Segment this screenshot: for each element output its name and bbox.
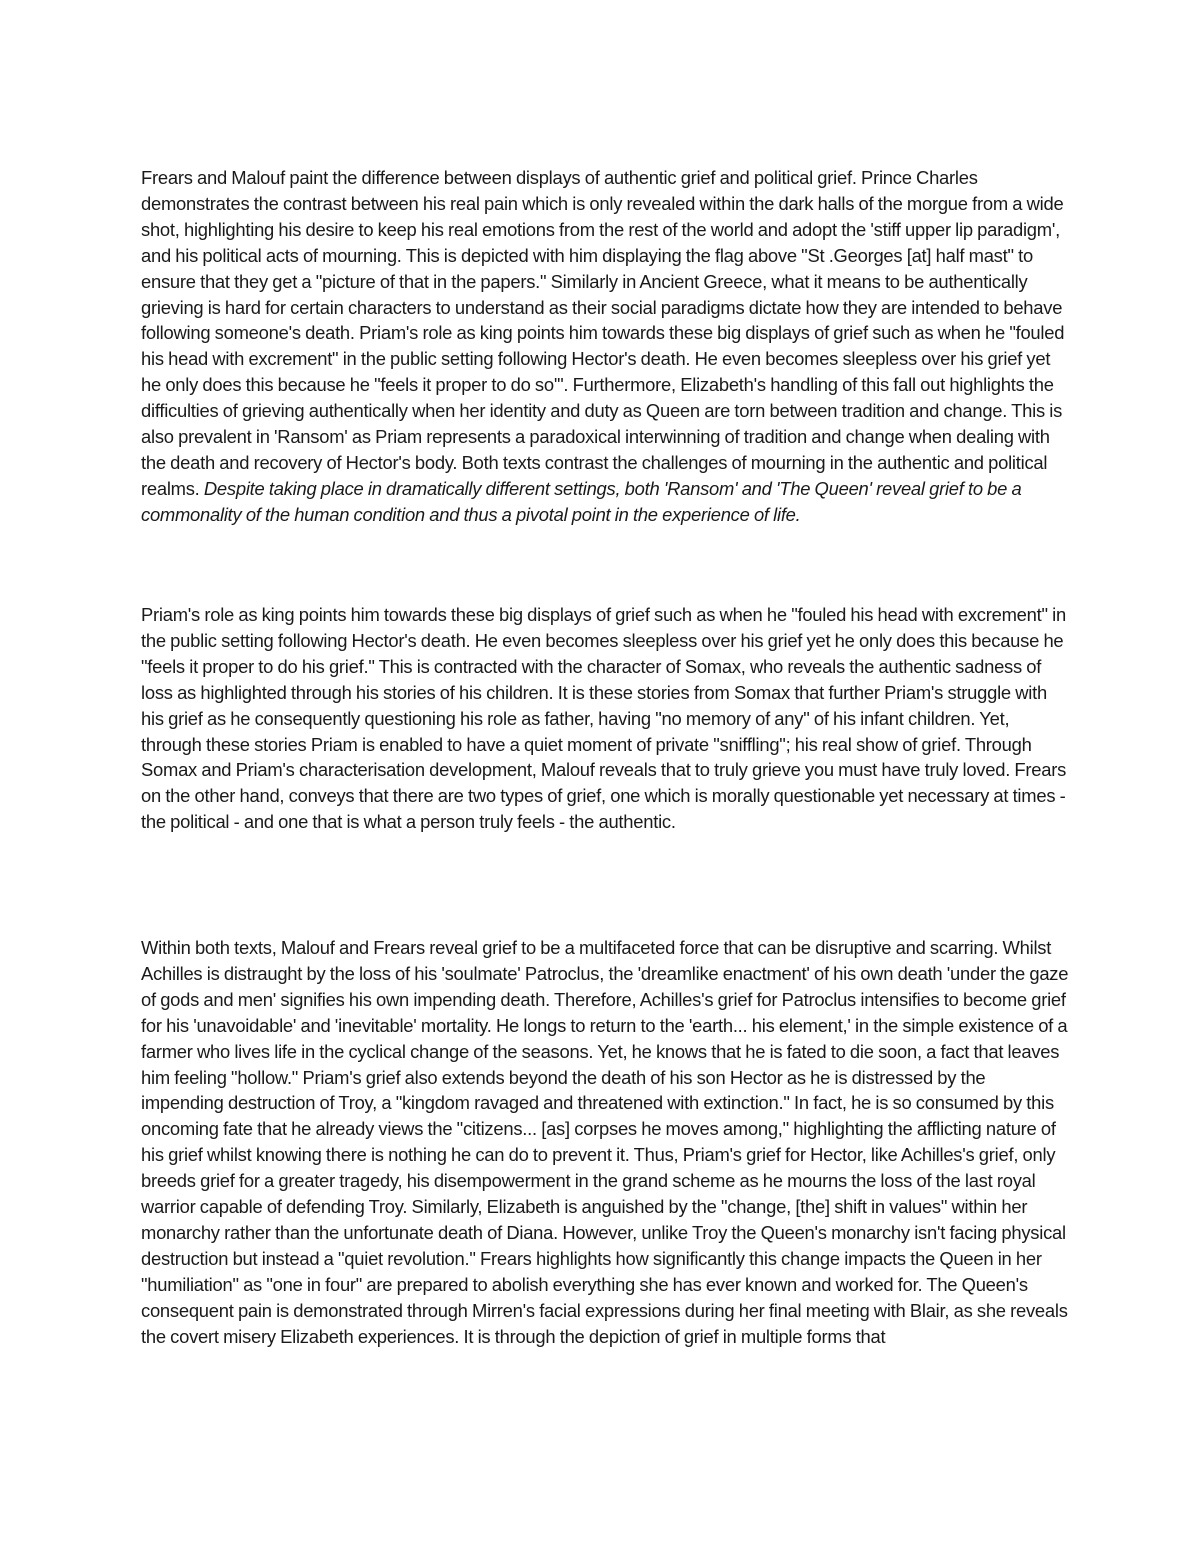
paragraph-multifaceted-grief: Within both texts, Malouf and Frears reveal grief to be a multifaceted force that can be disruptive and scarring. Whilst Achilles is distraught by the loss of his 'soulmate' Patroclus, the 'dreamlike enactment' of his own death 'under the gaze of gods and men' signifies his own impending death. Therefore, Achilles's grief for Patroclus intensifies to become grief for his 'unavoidable' and 'inevitable' mortality. He longs to return to the 'earth... his element,' in the simple existence of a farmer who lives life in the cyclical change of the seasons. Yet, he knows that he is fated to die soon, a fact that leaves him feeling "hollow." Priam's grief also extends beyond the death of his son Hector as he is distressed by the impending destruction of Troy, a "kingdom ravaged and threatened with extinction." In fact, he is so consumed by this oncoming fate that he already views the "citizens... [as] corpses he moves among," highlighting the afflicting nature of his grief whilst knowing there is nothing he can do to prevent it. Thus, Priam's grief for Hector, like Achilles's grief, only breeds grief for a greater tragedy, his disempowerment in the grand scheme as he mourns the loss of the last royal warrior capable of defending Troy. Similarly, Elizabeth is anguished by the "change, [the] shift in values" within her monarchy rather than the unfortunate death of Diana. However, unlike Troy the Queen's monarchy isn't facing physical destruction but instead a "quiet revolution." Frears highlights how significantly this change impacts the Queen in her "humiliation" as "one in four" are prepared to abolish everything she has ever known and worked for. The Queen's consequent pain is demonstrated through Mirren's facial expressions during her final meeting with Blair, as she reveals the covert misery Elizabeth experiences. It is through the depiction of grief in multiple forms that <box>141 937 1069 1347</box>
paragraph-1-thesis-italic: Despite taking place in dramatically different settings, both 'Ransom' and 'The Queen' reveal grief to be a commonality of the human condition and thus a pivotal point in the experience of life. <box>141 477 1022 525</box>
paragraph-priam-and-somax: Priam's role as king points him towards these big displays of grief such as when he "fouled his head with excrement" in the public setting following Hector's death. He even becomes sleepless over his grief yet he only does this because he "feels it proper to do his grief." This is contracted with the character of Somax, who reveals the authentic sadness of loss as highlighted through his stories of his children. It is these stories from Somax that further Priam's struggle with his grief as he consequently questioning his role as father, having "no memory of any" of his infant children. Yet, through these stories Priam is enabled to have a quiet moment of private "sniffling"; his real show of grief. Through Somax and Priam's characterisation development, Malouf reveals that to truly grieve you must have truly loved. Frears on the other hand, conveys that there are two types of grief, one which is morally questionable yet necessary at times - the political - and one that is what a person truly feels - the authentic. <box>141 604 1067 833</box>
paragraph-1-body: Frears and Malouf paint the difference between displays of authentic grief and political grief. Prince Charles demonstrates the contrast between his real pain which is only revealed within the dark halls of the morgue from a wide shot, highlighting his desire to keep his real emotions from the rest of the world and adopt the 'stiff upper lip paradigm', and his political acts of mourning. This is depicted with him displaying the flag above "St .Georges [at] half mast" to ensure that they get a "picture of that in the papers." Similarly in Ancient Greece, what it means to be authentically grieving is hard for certain characters to understand as their social paradigms dictate how they are intended to behave following someone's death. Priam's role as king points him towards these big displays of grief such as when he "fouled his head with excrement" in the public setting following Hector's death. He even becomes sleepless over his grief yet he only does this because he "feels it proper to do so'". Furthermore, Elizabeth's handling of this fall out highlights the difficulties of grieving authentically when her identity and duty as Queen are torn between tradition and change. This is also prevalent in 'Ransom' as Priam represents a paradoxical interwinning of tradition and change when dealing with the death and recovery of Hector's body. Both texts contrast the challenges of mourning in the authentic and political realms. <box>141 167 1065 499</box>
paragraph-authentic-vs-political-grief <box>141 165 1071 528</box>
